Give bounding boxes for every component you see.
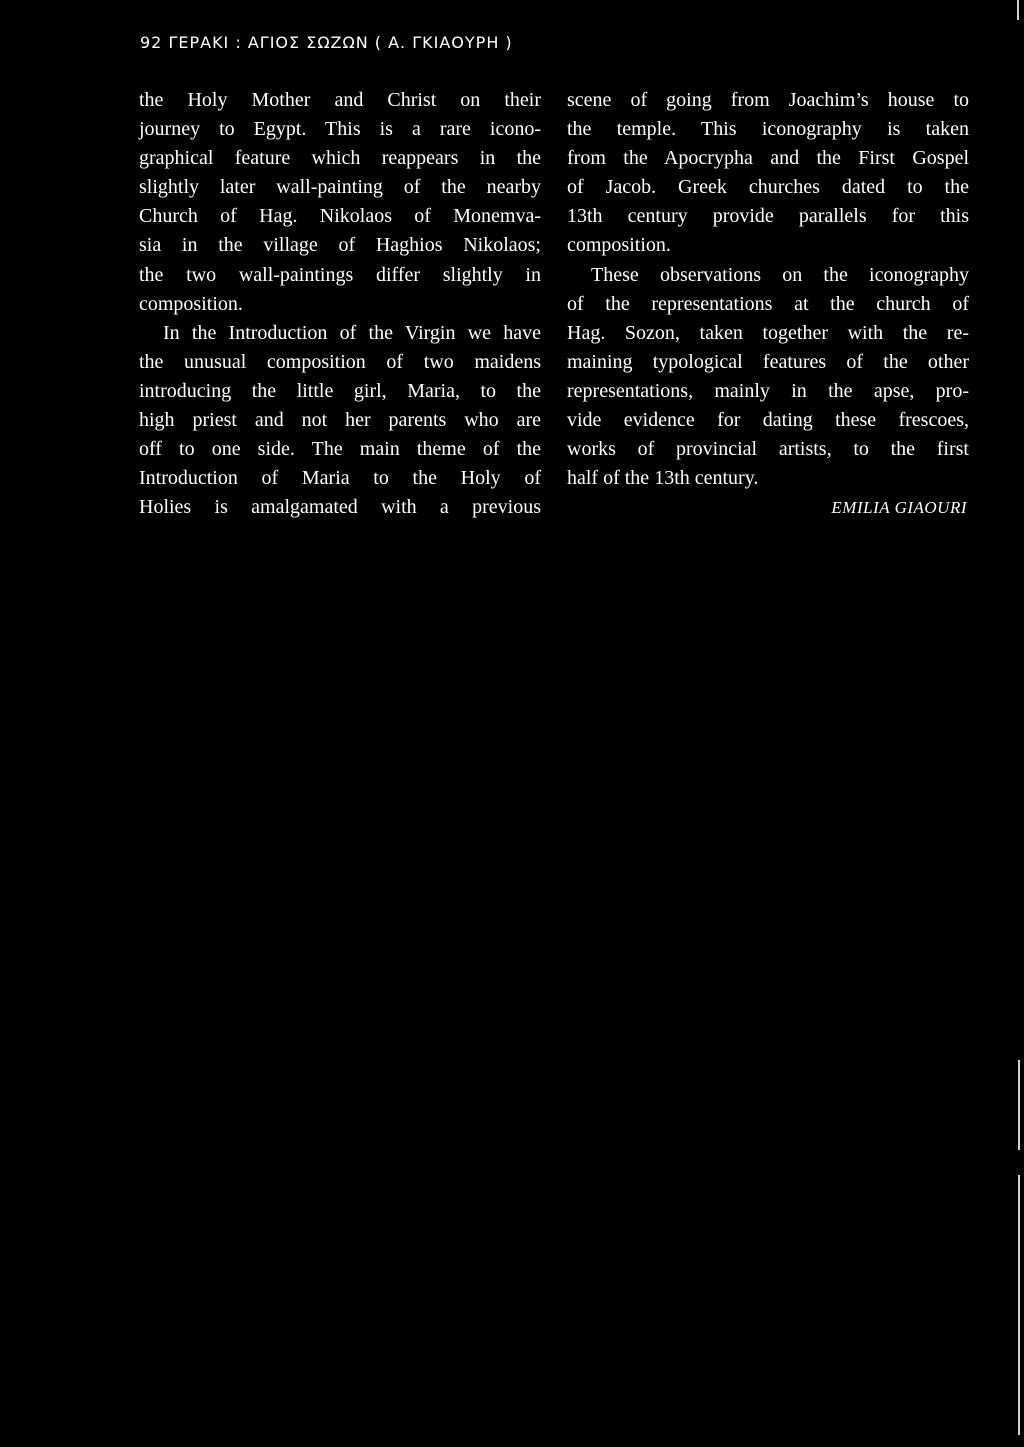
text-line: representations, mainly in the apse, pro- xyxy=(567,379,969,402)
left-text-column xyxy=(139,86,541,522)
text-line: introducing the little girl, Maria, to the xyxy=(139,379,541,402)
text-line: 13th century provide parallels for this xyxy=(567,205,969,228)
text-line: sia in the village of Haghios Nikolaos; xyxy=(139,234,541,257)
text-line: In the Introduction of the Virgin we have xyxy=(163,321,541,344)
text-line: These observations on the iconography xyxy=(591,263,969,286)
text-line: the temple. This iconography is taken xyxy=(567,118,969,141)
text-line: scene of going from Joachim’s house to xyxy=(567,89,969,111)
author-signature: EMILIA GIAOURI xyxy=(831,498,967,518)
page-edge-mark xyxy=(1017,0,1019,20)
text-line: graphical feature which reappears in the xyxy=(139,147,541,170)
text-line: from the Apocrypha and the First Gospel xyxy=(567,147,969,170)
text-line: of the representations at the church of xyxy=(567,292,969,315)
text-line: works of provincial artists, to the first xyxy=(567,438,969,461)
text-line: the Holy Mother and Christ on their xyxy=(139,89,541,111)
text-line: off to one side. The main theme of the xyxy=(139,438,541,461)
page-edge-mark xyxy=(1018,1175,1020,1435)
running-head: 92 ΓΕΡΑΚΙ : ΑΓΙΟΣ ΣΩΖΩΝ ( Α. ΓΚΙΑΟΥΡΗ ) xyxy=(140,33,513,52)
text-line: slightly later wall-painting of the nearby xyxy=(139,176,541,199)
text-line: Introduction of Maria to the Holy of xyxy=(139,467,541,490)
text-line: the unusual composition of two maidens xyxy=(139,350,541,373)
text-line: the two wall-paintings differ slightly in xyxy=(139,263,541,286)
text-line: Hag. Sozon, taken together with the re- xyxy=(567,321,969,344)
text-line: of Jacob. Greek churches dated to the xyxy=(567,176,969,199)
text-line: vide evidence for dating these frescoes, xyxy=(567,409,969,432)
text-line: journey to Egypt. This is a rare icono- xyxy=(139,118,541,141)
text-line: maining typological features of the other xyxy=(567,350,969,373)
text-line: half of the 13th century. xyxy=(567,467,759,490)
text-line: composition. xyxy=(567,234,671,257)
page-edge-mark xyxy=(1018,1060,1020,1150)
text-line: high priest and not her parents who are xyxy=(139,409,541,432)
text-line: Holies is amalgamated with a previous xyxy=(139,496,541,519)
text-line: Church of Hag. Nikolaos of Monemva- xyxy=(139,205,541,228)
text-line: composition. xyxy=(139,292,243,315)
right-text-column xyxy=(567,86,969,522)
